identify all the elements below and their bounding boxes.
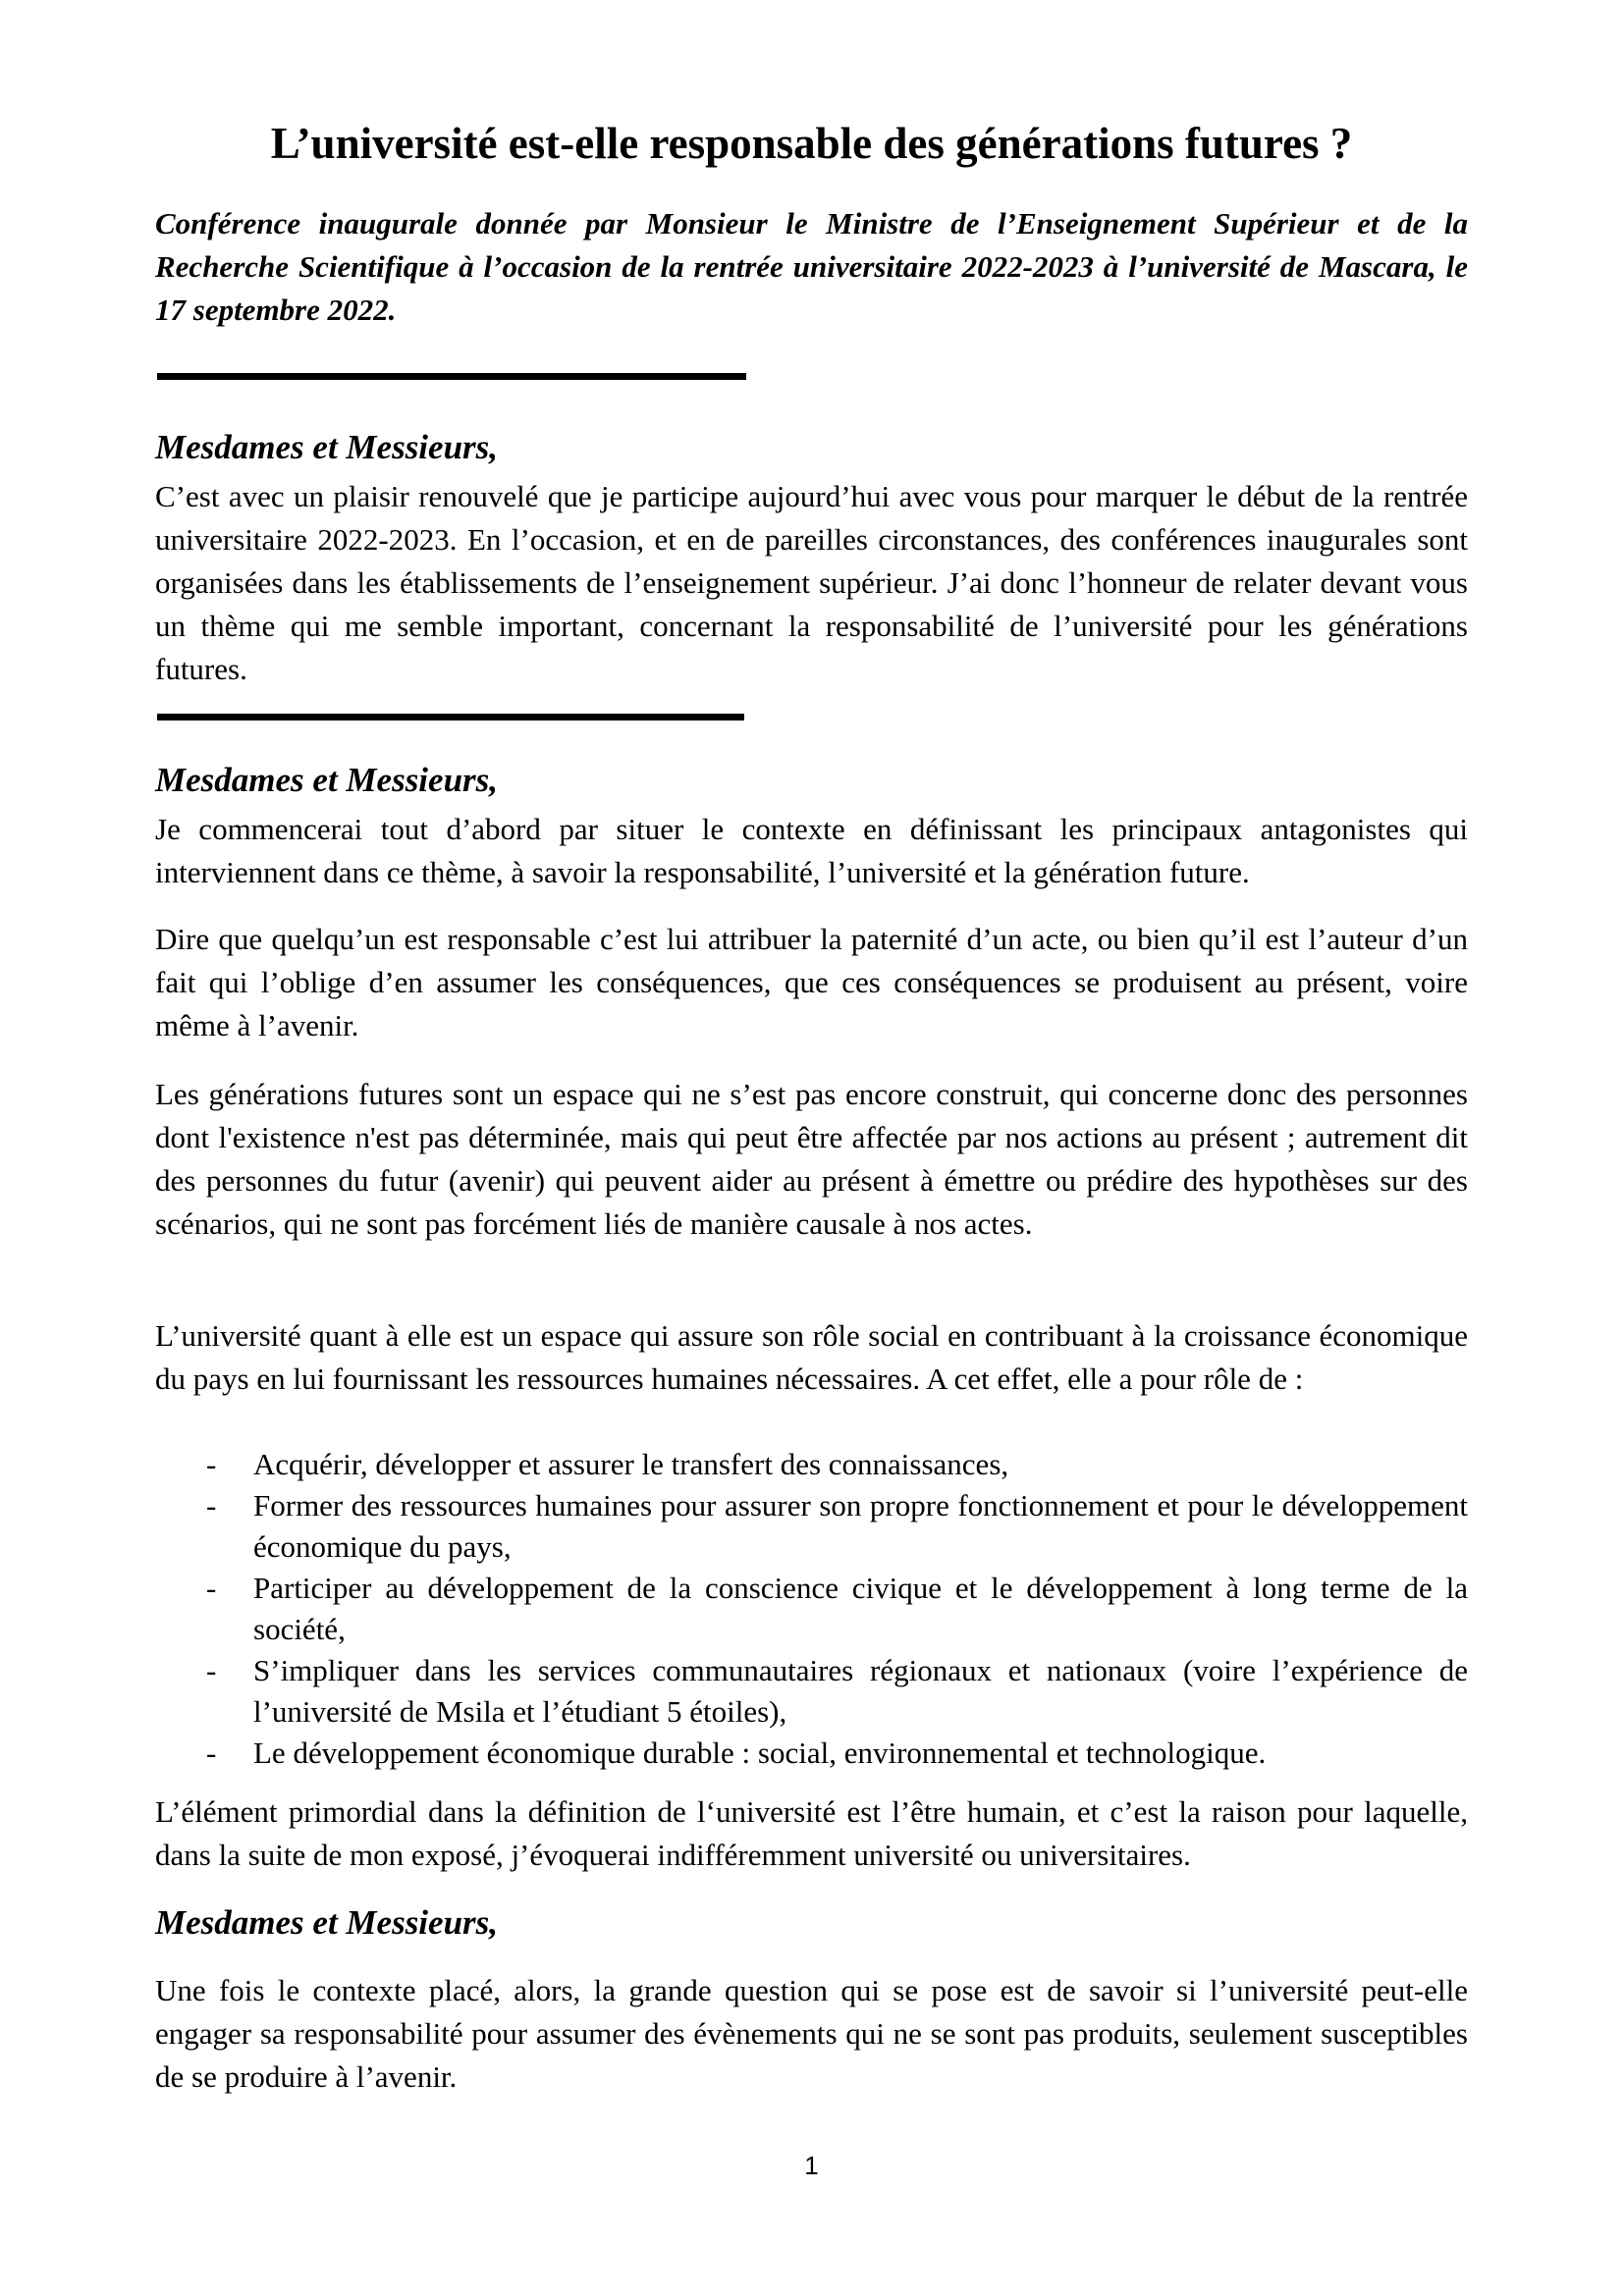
page-number: 1 <box>804 2151 819 2180</box>
list-dash: - <box>206 1447 217 1481</box>
greeting-heading: Mesdames et Messieurs, <box>155 761 499 799</box>
list-dash: - <box>206 1571 217 1605</box>
list-item-text: Le développement économique durable : social, environnemental et technologique. <box>253 1735 1267 1770</box>
paragraph: L’élément primordial dans la définition de l‘université est l’être humain, et c’est la raison pour laquelle, dans la suite de mon exposé, j’évoquerai indifféremment université ou universitaires. <box>155 1794 1468 1872</box>
list-item <box>155 1485 1468 1568</box>
paragraph: L’université quant à elle est un espace qui assure son rôle social en contribuant à la croissance économique du pays en lui fournissant les ressources humaines nécessaires. A cet effet, elle a pour rôle de : <box>155 1318 1468 1396</box>
paragraph: Dire que quelqu’un est responsable c’est lui attribuer la paternité d’un acte, ou bien qu’il est l’auteur d’un fait qui l’oblige d’en assumer les conséquences, que ces conséquences se produisent au présent, voire même à l’avenir. <box>155 922 1468 1042</box>
list-item-text: S’impliquer dans les services communautaires régionaux et nationaux (voire l’expérience de l’université de Msila et l’étudiant 5 étoiles), <box>253 1653 1468 1729</box>
paragraph: Les générations futures sont un espace qui ne s’est pas encore construit, qui concerne donc des personnes dont l'existence n'est pas déterminée, mais qui peut être affectée par nos actions au présent ; autrement dit des personnes du futur (avenir) qui peuvent aider au présent à émettre ou prédire des hypothèses sur des scénarios, qui ne sont pas forcément liés de manière causale à nos actes. <box>155 1077 1468 1241</box>
greeting-heading: Mesdames et Messieurs, <box>155 428 499 466</box>
paragraph: Je commencerai tout d’abord par situer le contexte en définissant les principaux antagonistes qui interviennent dans ce thème, à savoir la responsabilité, l’université et la génération future. <box>155 812 1468 889</box>
document-page <box>155 0 1468 2296</box>
university-roles-list <box>155 1444 1468 1774</box>
list-item <box>155 1650 1468 1733</box>
list-item-text: Participer au développement de la conscience civique et le développement à long terme de la société, <box>253 1571 1468 1646</box>
list-item <box>155 1444 1468 1485</box>
list-item <box>155 1568 1468 1650</box>
list-item-text: Acquérir, développer et assurer le transfert des connaissances, <box>253 1447 1009 1481</box>
paragraph: Une fois le contexte placé, alors, la grande question qui se pose est de savoir si l’université peut-elle engager sa responsabilité pour assumer des évènements qui ne se sont pas produits, seulement susceptibles de se produire à l’avenir. <box>155 1973 1468 2094</box>
list-dash: - <box>206 1653 217 1687</box>
list-item <box>155 1733 1468 1774</box>
section-divider <box>157 373 746 380</box>
document-subtitle: Conférence inaugurale donnée par Monsieur le Ministre de l’Enseignement Supérieur et de la Recherche Scientifique à l’occasion de la rentrée universitaire 2022-2023 à l’université de Mascara, le 17 septembre 2022. <box>155 206 1468 327</box>
document-title: L’université est-elle responsable des générations futures ? <box>270 119 1353 168</box>
list-dash: - <box>206 1735 217 1770</box>
list-item-text: Former des ressources humaines pour assurer son propre fonctionnement et pour le développement économique du pays, <box>253 1488 1468 1564</box>
paragraph: C’est avec un plaisir renouvelé que je participe aujourd’hui avec vous pour marquer le début de la rentrée universitaire 2022-2023. En l’occasion, et en de pareilles circonstances, des conférences inaugurales sont organisées dans les établissements de l’enseignement supérieur. J’ai donc l’honneur de relater devant vous un thème qui me semble important, concernant la responsabilité de l’université pour les générations futures. <box>155 479 1468 686</box>
section-divider <box>157 714 744 721</box>
list-dash: - <box>206 1488 217 1522</box>
greeting-heading: Mesdames et Messieurs, <box>155 1903 499 1942</box>
